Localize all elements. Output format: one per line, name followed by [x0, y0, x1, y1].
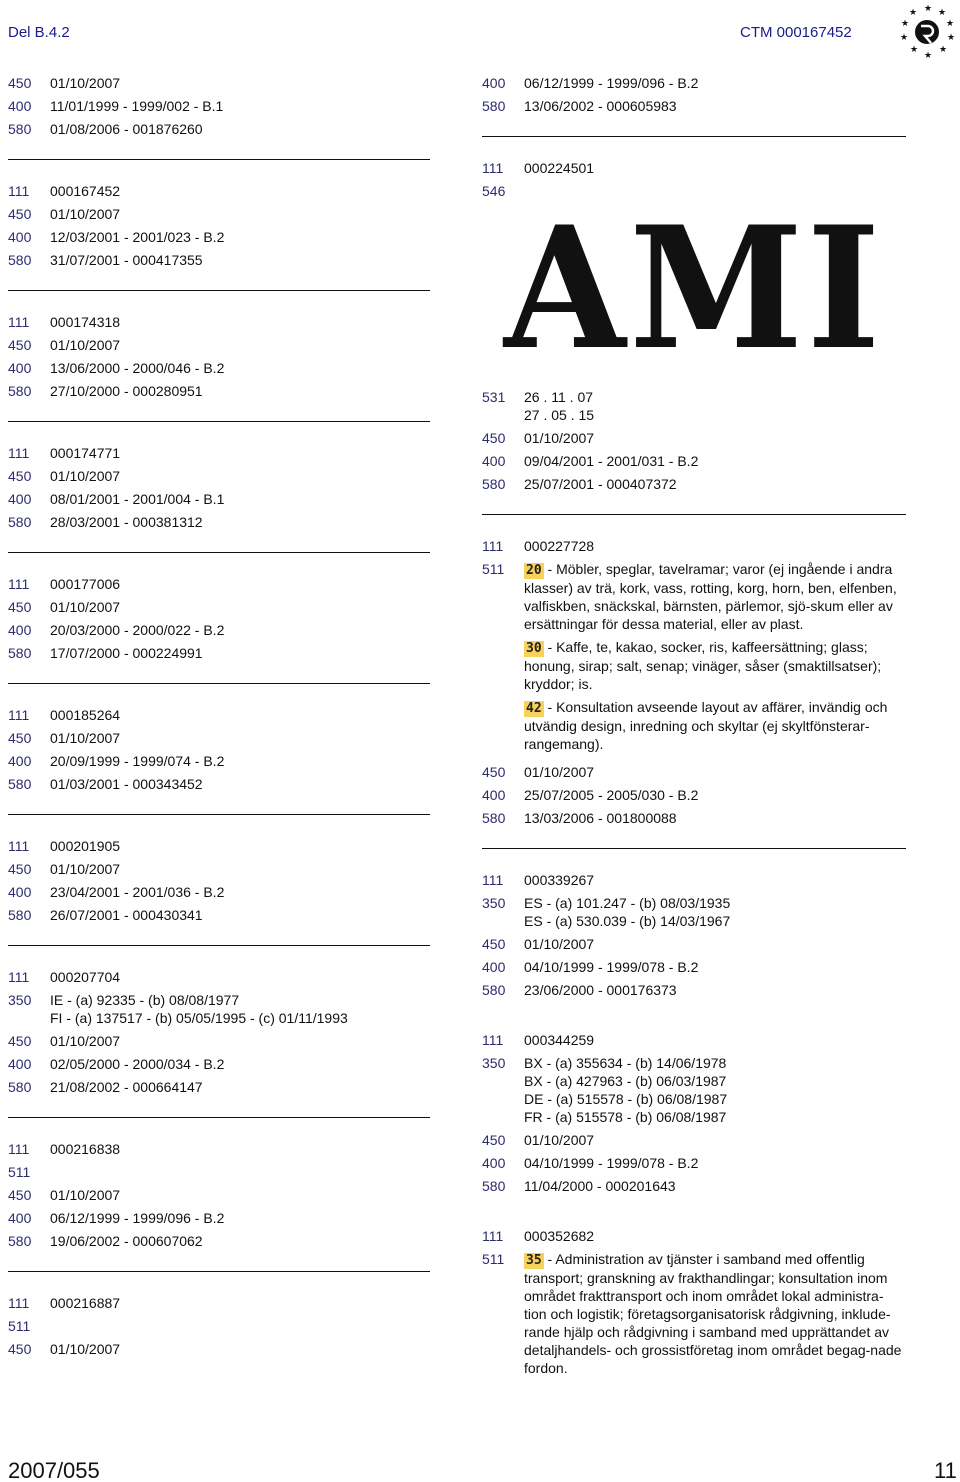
- issue-number: 2007/055: [8, 1458, 100, 1482]
- field-row: [8, 1207, 430, 1230]
- field-value: 01/10/2007: [50, 337, 121, 353]
- class-description: - Möbler, speglar, tavelramar; varor (ej ingående i andra klasser) av trä, kork, vass, rotting, korg, horn, ben, elfenben, valfiskben, snäckskal, bärnsten, pärlemor, sjö-skum eller av ersättningar för dessa material, eller av plast.: [524, 561, 897, 632]
- field-value: 000216887: [50, 1295, 121, 1311]
- field-code: 400: [482, 75, 506, 91]
- field-value: 01/10/2007: [50, 1187, 121, 1203]
- field-code: 450: [8, 599, 32, 615]
- entry-block: [482, 869, 906, 1002]
- field-code: 580: [482, 476, 506, 492]
- field-code: 450: [482, 764, 506, 780]
- entry-block: [8, 1138, 430, 1253]
- field-value: 01/10/2007: [50, 861, 121, 877]
- entry-block: [482, 72, 906, 118]
- field-row: [8, 511, 430, 534]
- field-value: 12/03/2001 - 2001/023 - B.2: [50, 229, 225, 245]
- field-value: 06/12/1999 - 1999/096 - B.2: [50, 1210, 225, 1226]
- divider: [482, 136, 906, 137]
- field-value: 01/10/2007: [50, 599, 121, 615]
- field-row: [8, 311, 430, 334]
- field-row: [482, 1175, 906, 1198]
- entry-block: [8, 966, 430, 1099]
- field-row: [8, 1076, 430, 1099]
- field-value: 21/08/2002 - 000664147: [50, 1079, 203, 1095]
- field-code: 580: [8, 514, 32, 530]
- field-row: [8, 727, 430, 750]
- field-code: 111: [482, 538, 504, 554]
- divider: [482, 514, 906, 515]
- field-code: 450: [8, 75, 32, 91]
- goods-list: [524, 558, 906, 761]
- field-row: [482, 761, 906, 784]
- goods-list: [524, 1248, 906, 1385]
- field-value: 13/06/2002 - 000605983: [524, 98, 677, 114]
- field-row: [8, 357, 430, 380]
- field-value: 06/12/1999 - 1999/096 - B.2: [524, 75, 699, 91]
- divider: [8, 1271, 430, 1272]
- field-row: [482, 979, 906, 1002]
- field-row: [482, 1052, 906, 1129]
- field-row: [8, 1053, 430, 1076]
- field-code: 450: [8, 337, 32, 353]
- svg-text:★: ★: [947, 33, 956, 43]
- field-value: 20/09/1999 - 1999/074 - B.2: [50, 753, 225, 769]
- field-code: 400: [8, 98, 32, 114]
- goods-row: [482, 1248, 906, 1385]
- field-row: [482, 473, 906, 496]
- divider: [8, 683, 430, 684]
- field-value: 01/10/2007: [524, 764, 595, 780]
- field-value: [524, 180, 906, 203]
- field-row: [482, 157, 906, 180]
- field-value: 000167452: [50, 183, 121, 199]
- field-value: IE - (a) 92335 - (b) 08/08/1977 FI - (a) 137517 - (b) 05/05/1995 - (c) 01/11/1993: [50, 992, 348, 1026]
- field-row: [8, 442, 430, 465]
- field-row: [8, 1230, 430, 1253]
- field-code: 580: [482, 982, 506, 998]
- field-row: [8, 488, 430, 511]
- field-row: [8, 226, 430, 249]
- field-code: 580: [482, 98, 506, 114]
- field-row: [482, 807, 906, 830]
- page-header: [0, 0, 960, 62]
- field-value: 13/06/2000 - 2000/046 - B.2: [50, 360, 225, 376]
- field-code: 350: [482, 1055, 506, 1071]
- goods-class: [524, 1250, 906, 1377]
- entry-block: [8, 180, 430, 272]
- logo-text: AMI: [502, 215, 884, 365]
- divider: [8, 290, 430, 291]
- svg-text:★: ★: [924, 51, 933, 61]
- field-row: [8, 95, 430, 118]
- field-code: 450: [8, 1187, 32, 1203]
- field-code: 450: [8, 468, 32, 484]
- field-row: [482, 1152, 906, 1175]
- field-code: 546: [482, 183, 506, 199]
- field-code: 400: [8, 884, 32, 900]
- field-row: [482, 1225, 906, 1248]
- divider: [482, 848, 906, 849]
- field-code: 511: [482, 561, 505, 577]
- field-value: 000339267: [524, 872, 595, 888]
- entry-block: [482, 535, 906, 830]
- field-code: 350: [482, 895, 506, 911]
- entry-block: [482, 1225, 906, 1385]
- field-code: 580: [482, 1178, 506, 1194]
- class-number-badge: 35: [526, 1253, 542, 1268]
- field-code: 350: [8, 992, 32, 1008]
- field-code: 531: [482, 389, 506, 405]
- field-code: 580: [8, 907, 32, 923]
- field-row: [8, 180, 430, 203]
- divider: [8, 552, 430, 553]
- field-value: 000224501: [524, 160, 595, 176]
- trademark-logo: [482, 215, 906, 365]
- field-value: 28/03/2001 - 000381312: [50, 514, 203, 530]
- svg-text:★: ★: [946, 19, 955, 29]
- field-value: 01/10/2007: [524, 430, 595, 446]
- field-row: [8, 773, 430, 796]
- field-code: 450: [8, 1341, 32, 1357]
- field-code: 111: [8, 183, 30, 199]
- field-row: [8, 203, 430, 226]
- field-code: 111: [8, 707, 30, 723]
- field-row: [8, 1315, 430, 1338]
- entry-block: [8, 704, 430, 796]
- field-row: [8, 249, 430, 272]
- field-code: 400: [8, 1056, 32, 1072]
- field-value: 01/10/2007: [524, 936, 595, 952]
- field-code: 400: [8, 229, 32, 245]
- field-value: 01/10/2007: [50, 75, 121, 91]
- field-code: 111: [482, 160, 504, 176]
- class-number-badge: 30: [526, 641, 542, 656]
- field-row: [8, 989, 430, 1030]
- class-description: - Administration av tjänster i samband med offentlig transport; granskning av frakthandlingar; konsultation inom området frakttransport och inom området lokal administra-tion och logistik; företagsorganisatorisk rådgivning, inklude-rande hjälp och rådgivning i samband med upprättandet av detaljhandels- och grossistföretag inom området begag-nade fordon.: [524, 1251, 902, 1376]
- field-value: BX - (a) 355634 - (b) 14/06/1978 BX - (a) 427963 - (b) 06/03/1987 DE - (a) 515578 - (b) 06/08/1987 FR - (a) 515578 - (b) 06/08/1987: [524, 1055, 728, 1125]
- field-value: 20/03/2000 - 2000/022 - B.2: [50, 622, 225, 638]
- field-row: [8, 1161, 430, 1184]
- divider: [8, 421, 430, 422]
- field-row: [8, 72, 430, 95]
- field-row: [482, 427, 906, 450]
- field-row: [482, 72, 906, 95]
- field-row: [8, 858, 430, 881]
- field-code: 450: [8, 206, 32, 222]
- divider: [482, 1012, 906, 1013]
- field-row: [8, 118, 430, 141]
- field-value: 31/07/2001 - 000417355: [50, 252, 203, 268]
- field-code: 400: [8, 1210, 32, 1226]
- goods-class: [524, 560, 906, 633]
- field-value: 01/10/2007: [50, 206, 121, 222]
- field-row: [482, 1129, 906, 1152]
- field-value: 23/06/2000 - 000176373: [524, 982, 677, 998]
- field-row: [8, 465, 430, 488]
- field-code: 450: [8, 730, 32, 746]
- class-number-badge: 42: [526, 701, 542, 716]
- field-code: 111: [482, 872, 504, 888]
- field-code: 111: [8, 1141, 30, 1157]
- field-value: 000216838: [50, 1141, 121, 1157]
- divider: [8, 1117, 430, 1118]
- field-code: 511: [8, 1318, 31, 1334]
- field-row: [482, 180, 906, 203]
- field-value: 000201905: [50, 838, 121, 854]
- field-row: [482, 892, 906, 933]
- field-code: 580: [8, 1079, 32, 1095]
- field-value: 26 . 11 . 07 27 . 05 . 15: [524, 389, 595, 423]
- entry-block: [8, 835, 430, 927]
- field-value: ES - (a) 101.247 - (b) 08/03/1935 ES - (a) 530.039 - (b) 14/03/1967: [524, 895, 731, 929]
- field-value: 09/04/2001 - 2001/031 - B.2: [524, 453, 699, 469]
- field-code: 450: [8, 1033, 32, 1049]
- svg-text:★: ★: [910, 45, 919, 55]
- field-row: [8, 642, 430, 665]
- field-value: 25/07/2005 - 2005/030 - B.2: [524, 787, 699, 803]
- entry-block: [482, 157, 906, 496]
- field-row: [482, 386, 906, 427]
- field-value: 000207704: [50, 969, 121, 985]
- svg-text:★: ★: [901, 19, 910, 29]
- entry-block: [8, 72, 430, 141]
- field-value: 25/07/2001 - 000407372: [524, 476, 677, 492]
- field-value: 01/10/2007: [50, 730, 121, 746]
- field-code: 400: [8, 491, 32, 507]
- class-number-badge: 20: [526, 563, 542, 578]
- field-value: 000174318: [50, 314, 121, 330]
- field-value: 01/10/2007: [524, 1132, 595, 1148]
- svg-text:★: ★: [900, 33, 909, 43]
- field-code: 111: [8, 445, 30, 461]
- field-value: 01/10/2007: [50, 1033, 121, 1049]
- entry-block: [482, 1029, 906, 1198]
- field-code: 111: [8, 1295, 30, 1311]
- field-code: 111: [8, 314, 30, 330]
- field-row: [482, 95, 906, 118]
- field-code: 111: [482, 1032, 504, 1048]
- field-value: 000185264: [50, 707, 121, 723]
- field-code: 580: [482, 810, 506, 826]
- field-code: 450: [482, 936, 506, 952]
- field-value: 01/08/2006 - 001876260: [50, 121, 203, 137]
- field-code: 400: [482, 1155, 506, 1171]
- field-value: 01/03/2001 - 000343452: [50, 776, 203, 792]
- field-code: 111: [482, 1228, 504, 1244]
- field-value: 000227728: [524, 538, 595, 554]
- field-row: [8, 966, 430, 989]
- divider: [8, 159, 430, 160]
- field-row: [8, 835, 430, 858]
- field-code: 111: [8, 838, 30, 854]
- field-code: 580: [8, 383, 32, 399]
- field-code: 580: [8, 776, 32, 792]
- field-row: [8, 904, 430, 927]
- field-row: [8, 619, 430, 642]
- svg-text:★: ★: [909, 8, 918, 18]
- field-code: 111: [8, 576, 30, 592]
- field-row: [482, 535, 906, 558]
- field-row: [8, 334, 430, 357]
- field-row: [8, 1292, 430, 1315]
- svg-text:★: ★: [939, 45, 948, 55]
- field-code: 400: [482, 453, 506, 469]
- field-row: [8, 750, 430, 773]
- field-code: 511: [8, 1164, 31, 1180]
- field-row: [8, 1338, 430, 1361]
- field-value: 01/10/2007: [50, 1341, 121, 1357]
- class-description: - Konsultation avseende layout av affärer, invändig och utvändig design, inredning och skyltar (ej skyltfönsterar-rangemang).: [524, 699, 888, 752]
- goods-class: [524, 638, 906, 693]
- ctm-number: CTM 000167452: [740, 24, 852, 41]
- field-value: [50, 1161, 430, 1184]
- field-value: 11/01/1999 - 1999/002 - B.1: [50, 98, 224, 114]
- field-row: [8, 573, 430, 596]
- field-value: 27/10/2000 - 000280951: [50, 383, 203, 399]
- svg-text:★: ★: [938, 8, 947, 18]
- field-value: 26/07/2001 - 000430341: [50, 907, 203, 923]
- field-code: 450: [8, 861, 32, 877]
- page-number: 11: [934, 1458, 957, 1482]
- field-code: 400: [8, 753, 32, 769]
- left-column: [8, 72, 430, 1361]
- class-description: - Kaffe, te, kakao, socker, ris, kaffeersättning; glass; honung, sirap; salt, senap; vinäger, såser (smaktillsatser); kryddor; is.: [524, 639, 882, 692]
- field-row: [482, 933, 906, 956]
- field-code: 580: [8, 645, 32, 661]
- field-value: 000352682: [524, 1228, 595, 1244]
- divider: [482, 1208, 906, 1209]
- field-value: 000177006: [50, 576, 121, 592]
- field-value: 19/06/2002 - 000607062: [50, 1233, 203, 1249]
- field-code: 400: [482, 787, 506, 803]
- divider: [8, 945, 430, 946]
- field-row: [482, 956, 906, 979]
- section-label: Del B.4.2: [8, 24, 70, 41]
- field-value: 08/01/2001 - 2001/004 - B.1: [50, 491, 225, 507]
- entry-block: [8, 1292, 430, 1361]
- svg-text:★: ★: [924, 4, 933, 14]
- ohim-emblem-icon: [894, 2, 960, 64]
- field-value: 13/03/2006 - 001800088: [524, 810, 677, 826]
- field-row: [8, 881, 430, 904]
- field-row: [8, 704, 430, 727]
- field-code: 580: [8, 1233, 32, 1249]
- field-code: 450: [482, 430, 506, 446]
- field-value: 000344259: [524, 1032, 595, 1048]
- field-row: [8, 380, 430, 403]
- goods-class: [524, 698, 906, 753]
- field-value: [50, 1315, 430, 1338]
- entry-block: [8, 311, 430, 403]
- field-value: 23/04/2001 - 2001/036 - B.2: [50, 884, 225, 900]
- right-column: [482, 72, 906, 1385]
- field-code: 400: [482, 959, 506, 975]
- field-value: 04/10/1999 - 1999/078 - B.2: [524, 959, 699, 975]
- entry-block: [8, 573, 430, 665]
- field-value: 000174771: [50, 445, 121, 461]
- field-row: [482, 869, 906, 892]
- field-row: [482, 450, 906, 473]
- entry-block: [8, 442, 430, 534]
- field-value: 02/05/2000 - 2000/034 - B.2: [50, 1056, 225, 1072]
- field-code: 111: [8, 969, 30, 985]
- field-row: [482, 1029, 906, 1052]
- goods-row: [482, 558, 906, 761]
- field-value: 17/07/2000 - 000224991: [50, 645, 203, 661]
- field-code: 400: [8, 360, 32, 376]
- field-row: [8, 1030, 430, 1053]
- divider: [8, 814, 430, 815]
- field-row: [482, 784, 906, 807]
- field-code: 580: [8, 252, 32, 268]
- field-code: 511: [482, 1251, 505, 1267]
- field-row: [8, 1184, 430, 1207]
- field-value: 11/04/2000 - 000201643: [524, 1178, 676, 1194]
- field-code: 450: [482, 1132, 506, 1148]
- field-row: [8, 596, 430, 619]
- field-value: 04/10/1999 - 1999/078 - B.2: [524, 1155, 699, 1171]
- field-code: 580: [8, 121, 32, 137]
- field-row: [8, 1138, 430, 1161]
- field-code: 400: [8, 622, 32, 638]
- field-value: 01/10/2007: [50, 468, 121, 484]
